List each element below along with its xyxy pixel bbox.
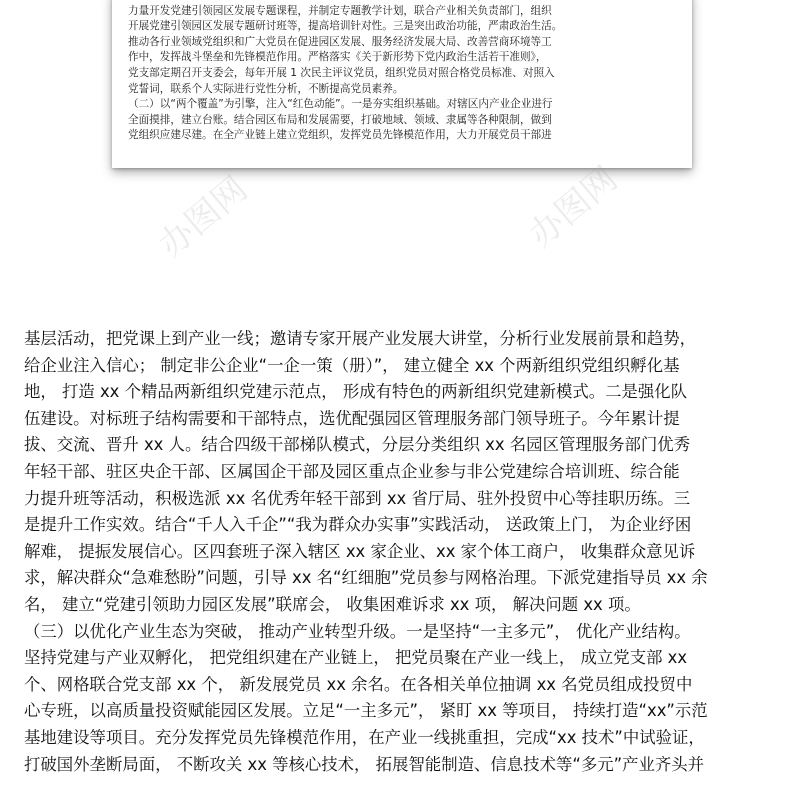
body-line: 拔、交流、晋升 xx 人。结合四级干部梯队模式，分层分类组织 xx 名园区管理服务部门优秀 bbox=[24, 435, 691, 455]
body-line: 年轻干部、驻区央企干部、区属国企干部及园区重点企业参与非公党建综合培训班、综合能 bbox=[24, 461, 680, 481]
body-line: （三）以优化产业生态为突破， 推动产业转型升级。一是坚持“一主多元”， 优化产业结构。 bbox=[24, 621, 691, 641]
body-line: 基地建设等项目。充分发挥党员先锋模范作用，在产业一线挑重担，完成“xx 技术”中试验证， bbox=[24, 727, 705, 747]
main-body-text bbox=[24, 326, 780, 778]
preview-line: 作中，发挥战斗堡垒和先锋模范作用。严格落实《关于新形势下党内政治生活若干准则》， bbox=[128, 51, 547, 64]
body-line: 解难， 提振发展信心。区四套班子深入辖区 xx 家企业、xx 家个体工商户， 收集群众意见诉 bbox=[24, 541, 696, 561]
preview-line: （二）以“两个覆盖”为引擎，注入“红色动能”。一是夯实组织基础。对辖区内产业企业进行 bbox=[128, 98, 553, 111]
body-line: 给企业注入信心； 制定非公企业“一企一策（册）”， 建立健全 xx 个两新组织党组织孵化基 bbox=[24, 355, 680, 375]
body-line: 地， 打造 xx 个精品两新组织党建示范点， 形成有特色的两新组织党建新模式。二是强化队 bbox=[24, 382, 688, 402]
preview-line: 推动各行业领域党组织和广大党员在促进园区发展、服务经济发展大局、改善营商环境等工 bbox=[128, 35, 552, 48]
preview-line: 党支部定期召开支委会，每年开展 1 次民主评议党员，组织党员对照合格党员标准、对照入 bbox=[128, 66, 555, 79]
body-line: 基层活动，把党课上到产业一线；邀请专家开展产业发展大讲堂，分析行业发展前景和趋势， bbox=[24, 329, 697, 348]
preview-line: 党组织应建尽建。在全产业链上建立党组织，发挥党员先锋模范作用，大力开展党员干部进 bbox=[128, 129, 552, 142]
watermark: 办图网 bbox=[151, 169, 256, 266]
preview-line: 开展党建引领园区发展专题研讨班等，提高培训针对性。三是突出政治功能，严肃政治生活。 bbox=[128, 20, 563, 33]
body-line: 打破国外垄断局面， 不断攻关 xx 等核心技术， 拓展智能制造、信息技术等“多元”产业齐头并 bbox=[24, 754, 705, 774]
body-line: 是提升工作实效。结合“千人入千企”“我为群众办实事”实践活动， 送政策上门， 为企业纾困 bbox=[24, 515, 692, 535]
body-line: 个、网格联合党支部 xx 个， 新发展党员 xx 余名。在各相关单位抽调 xx 名党员组成投贸中 bbox=[24, 674, 693, 694]
document-preview-text bbox=[112, 0, 692, 144]
preview-line: 全面摸排，建立台账。结合园区布局和发展需要，打破地域、领域、隶属等各种限制，做到 bbox=[128, 113, 552, 126]
watermark: 办图网 bbox=[521, 159, 626, 256]
body-line: 伍建设。对标班子结构需要和干部特点，选优配强园区管理服务部门领导班子。今年累计提 bbox=[24, 408, 680, 428]
preview-line: 力量开发党建引领园区发展专题课程，并制定专题教学计划，联合产业相关负责部门，组织 bbox=[128, 4, 552, 17]
body-line: 坚持党建与产业双孵化， 把党组织建在产业链上， 把党员聚在产业一线上， 成立党支部 xx bbox=[24, 648, 688, 668]
preview-line: 党誓词，联系个人实际进行党性分析，不断提高党员素养。 bbox=[128, 82, 404, 95]
body-line: 求，解决群众“急难愁盼”问题，引导 xx 名“红细胞”党员参与网格治理。下派党建指导员 xx 余 bbox=[24, 568, 708, 588]
document-page-preview bbox=[112, 0, 692, 168]
body-line: 力提升班等活动，积极选派 xx 名优秀年轻干部到 xx 省厅局、驻外投贸中心等挂职历练。三 bbox=[24, 488, 691, 508]
body-line: 心专班，以高质量投资赋能园区发展。立足“一主多元”， 紧盯 xx 等项目， 持续打造“xx”示范 bbox=[24, 701, 708, 721]
body-line: 名， 建立“党建引领助力园区发展”联席会， 收集困难诉求 xx 项， 解决问题 xx 项。 bbox=[24, 594, 641, 614]
